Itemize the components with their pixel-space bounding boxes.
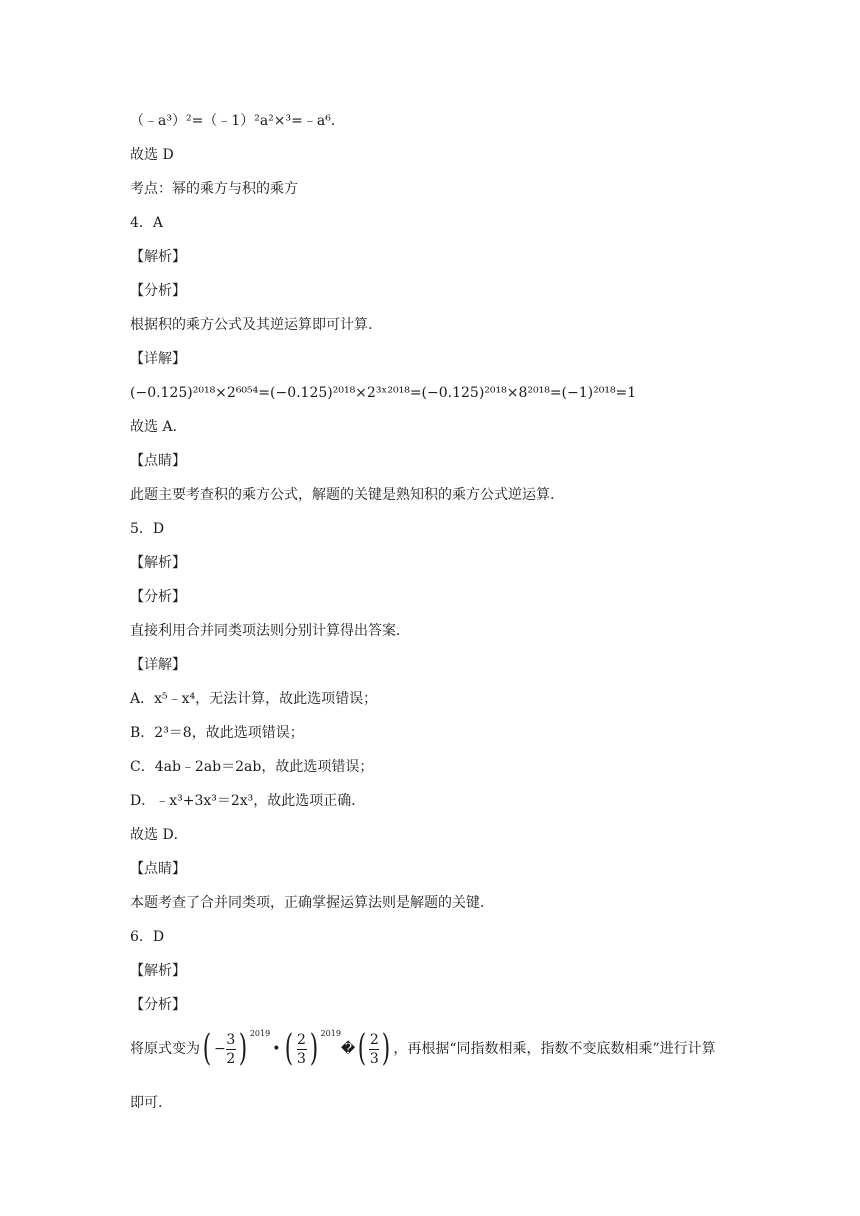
exponent: 2019 — [320, 1029, 341, 1038]
section-heading: 【分析】 — [130, 997, 186, 1013]
option-line: A．x⁵﹣x⁴，无法计算，故此选项错误； — [130, 691, 378, 707]
replacement-char: � — [340, 1041, 356, 1057]
denominator: 3 — [297, 1050, 306, 1067]
numerator: 2 — [297, 1031, 306, 1048]
formula-term-1: ( − $\frac{3}{2}$ ) 2019 — [200, 1031, 270, 1067]
denominator: 2 — [226, 1050, 236, 1067]
text-line: 直接利用合并同类项法则分别计算得出答案． — [130, 623, 410, 639]
denominator: 3 — [369, 1050, 379, 1067]
text-span: 将原式变为 — [130, 1041, 200, 1057]
question-number: 6．D — [130, 929, 165, 945]
minus-sign: − — [214, 1041, 226, 1057]
text-line: 即可. — [130, 1095, 163, 1111]
option-line: C．4ab﹣2ab＝2ab，故此选项错误； — [130, 759, 374, 775]
section-heading: 【解析】 — [130, 963, 186, 979]
option-line: D．﹣x³+3x³＝2x³，故此选项正确． — [130, 793, 366, 809]
question-number: 4．A — [130, 215, 164, 231]
formula-term-2: ( $\frac{2}{3}$ ) 2019 — [282, 1031, 340, 1067]
formula-line — [130, 1026, 716, 1072]
text-span: ，再根据“同指数相乘，指数不变底数相乘”进行计算 — [393, 1041, 716, 1057]
section-heading: 【解析】 — [130, 555, 186, 571]
option-line: B．2³＝8，故此选项错误； — [130, 725, 304, 741]
dot-operator: • — [272, 1041, 281, 1057]
text-line: 此题主要考查积的乘方公式，解题的关键是熟知积的乘方公式逆运算. — [130, 487, 555, 503]
exponent: 2019 — [249, 1029, 271, 1038]
text-line: 本题考查了合并同类项，正确掌握运算法则是解题的关键． — [130, 895, 494, 911]
section-heading: 【点睛】 — [130, 453, 186, 469]
section-heading: 【分析】 — [130, 589, 186, 605]
text-line: 故选 D． — [130, 827, 188, 843]
text-line: 根据积的乘方公式及其逆运算即可计算. — [130, 317, 373, 333]
fraction — [297, 1032, 307, 1067]
formula-term-3: ( $\frac{2}{3}$ ) — [358, 1028, 391, 1069]
section-heading: 【详解】 — [130, 657, 186, 673]
section-heading: 【解析】 — [130, 249, 186, 265]
fraction — [226, 1032, 236, 1067]
numerator: 2 — [369, 1031, 379, 1048]
text-line: 故选 A. — [130, 419, 178, 435]
fraction — [369, 1032, 379, 1067]
numerator: 3 — [226, 1031, 236, 1048]
question-number: 5．D — [130, 521, 165, 537]
text-line: 故选 D — [130, 147, 174, 163]
section-heading: 【分析】 — [130, 283, 186, 299]
section-heading: 【详解】 — [130, 351, 186, 367]
text-line: （﹣a³）²=（﹣1）²a²×³=﹣a⁶. — [130, 113, 336, 129]
equation-line: (−0.125)²⁰¹⁸×2⁶⁰⁵⁴=(−0.125)²⁰¹⁸×2³ˣ²⁰¹⁸=(−0.125)²⁰¹⁸×8²⁰¹⁸=(−1)²⁰¹⁸=1 — [130, 385, 637, 401]
text-line: 考点：幂的乘方与积的乘方 — [130, 181, 298, 197]
section-heading: 【点睛】 — [130, 861, 186, 877]
